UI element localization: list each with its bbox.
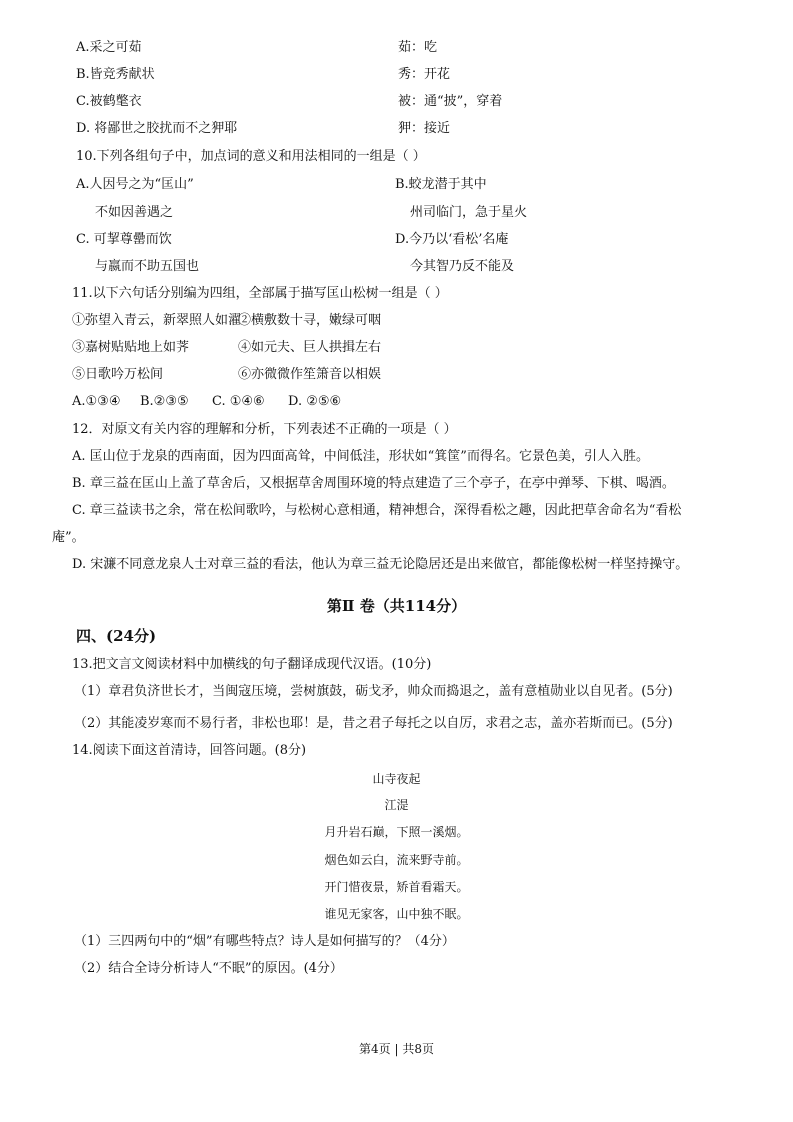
q11-item: ⑥亦微微作笙箫音以相娱 [238, 367, 382, 382]
q11-item: ⑤日歌吟万松间 [72, 367, 164, 382]
q9-gloss-c: 被：通“披”，穿着 [398, 94, 503, 109]
q14-question: （2）结合全诗分析诗人“不眠”的原因。(4分） [74, 961, 343, 976]
q12-option-b: B. 章三益在匡山上盖了草舍后，又根据草舍周围环境的特点建造了三个亭子，在亭中弹琴、下棋、喝酒。 [72, 476, 675, 491]
q9-gloss-a: 茹：吃 [398, 40, 438, 55]
q10-stem: 10.下列各组句子中，加点词的意义和用法相同的一组是（ ） [76, 149, 426, 164]
q10-option-d-line2: 今其智乃反不能及 [410, 259, 515, 274]
q10-option-b-line1: B.蛟龙潜于其中 [395, 177, 487, 192]
q11-choice-a: A.①③④ [72, 394, 121, 409]
poem-line: 烟色如云白，流来野寺前。 [324, 853, 469, 867]
poem-line: 月升岩石巅，下照一溪烟。 [324, 825, 469, 839]
q11-choice-c: C. ①④⑥ [212, 394, 265, 409]
q10-option-a-line1: A.人因号之为“匡山” [76, 177, 194, 192]
q10-option-a-line2: 不如因善遇之 [95, 205, 174, 220]
q12-option-c-cont: 庵”。 [52, 530, 85, 545]
q9-option-b: B.皆竞秀献状 [76, 67, 155, 82]
q11-choice-b: B.②③⑤ [140, 394, 189, 409]
q10-option-d-line1: D.今乃以‘看松’名庵 [395, 232, 509, 247]
q11-choice-d: D. ②⑤⑥ [288, 394, 342, 409]
poem-author: 江湜 [384, 798, 409, 812]
q9-option-a: A.采之可茹 [76, 40, 142, 55]
q10-option-c-line1: C. 可挈尊罍而饮 [76, 232, 172, 247]
section-title: 第Ⅱ 卷（共114分） [326, 597, 467, 615]
q11-item: ①弥望入青云，新翠照人如濯 [72, 313, 242, 328]
q10-option-b-line2: 州司临门，急于星火 [410, 205, 528, 220]
q13-item: （2）其能凌岁寒而不易行者，非松也耶！是，昔之君子每托之以自厉，求君之志，盖亦若斯而已。(5分) [74, 716, 673, 731]
q13-item: （1）章君负济世长才，当闽寇压境，尝树旗鼓，砺戈矛，帅众而捣退之，盖有意植勋业以自见者。(5分) [74, 684, 673, 699]
q13-stem: 13.把文言文阅读材料中加横线的句子翻译成现代汉语。(10分) [72, 657, 432, 672]
q11-item: ②横敷数十寻，嫩绿可咽 [238, 313, 382, 328]
q12-option-a: A. 匡山位于龙泉的西南面，因为四面高耸，中间低洼，形状如“箕筐”而得名。它景色美，引人入胜。 [72, 449, 649, 464]
q10-option-c-line2: 与嬴而不助五国也 [95, 259, 200, 274]
q11-item: ③嘉树贴贴地上如荠 [72, 340, 190, 355]
q9-gloss-d: 狎：接近 [398, 121, 451, 136]
page-footer: 第4页 | 共8页 [359, 1042, 434, 1056]
q14-stem: 14.阅读下面这首清诗，回答问题。(8分) [72, 743, 307, 758]
q11-item: ④如元夫、巨人拱揖左右 [238, 340, 382, 355]
q11-stem: 11.以下六句话分别编为四组，全部属于描写匡山松树一组是（ ） [72, 286, 448, 301]
poem-line: 开门惜夜景，矫首看霜天。 [324, 880, 469, 894]
q9-option-c: C.被鹤氅衣 [76, 94, 142, 109]
part-heading: 四、(24分) [76, 627, 157, 645]
poem-line: 谁见无家客，山中独不眠。 [324, 907, 469, 921]
q12-option-d: D. 宋濂不同意龙泉人士对章三益的看法，他认为章三益无论隐居还是出来做官，都能像松树一样坚持操守。 [72, 557, 689, 572]
q12-stem: 12．对原文有关内容的理解和分析，下列表述不正确的一项是（ ） [72, 422, 457, 437]
q9-gloss-b: 秀：开花 [398, 67, 451, 82]
q12-option-c: C. 章三益读书之余，常在松间歌吟，与松树心意相通，精神想合，深得看松之趣，因此把草舍命名为“看松 [72, 503, 682, 518]
poem-title: 山寺夜起 [372, 772, 421, 786]
q14-question: （1）三四两句中的“烟”有哪些特点？诗人是如何描写的？（4分） [74, 934, 455, 949]
q9-option-d: D. 将鄙世之胶扰而不之狎耶 [76, 121, 238, 136]
